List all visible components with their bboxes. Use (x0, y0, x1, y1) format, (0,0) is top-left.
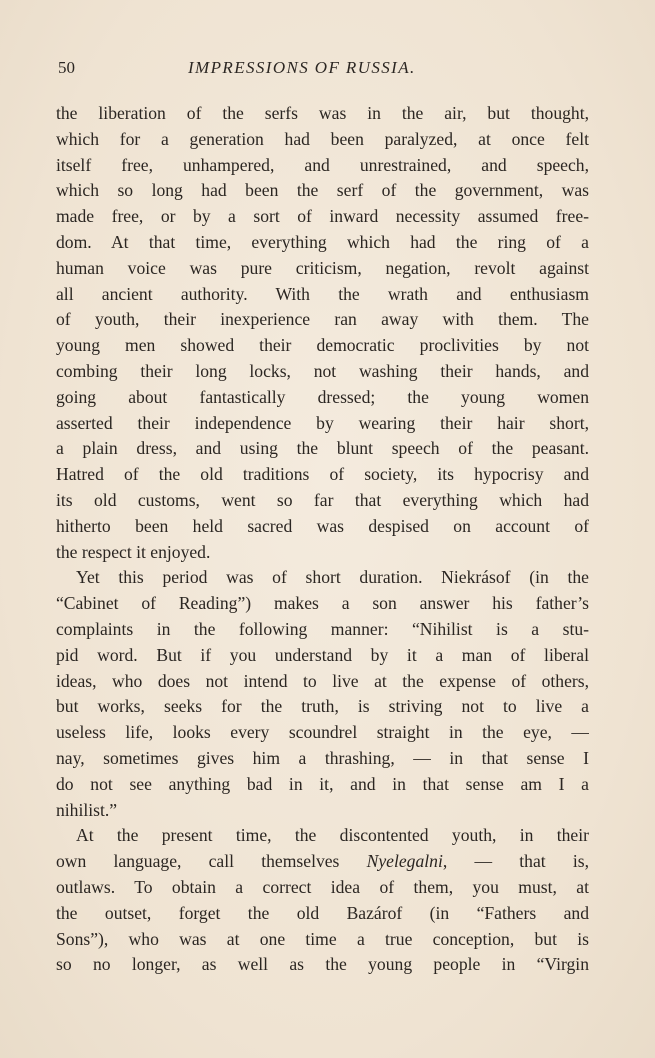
text-line: Sons”), who was at one time a true conception, but is (56, 928, 589, 949)
text-line: At the present time, the discontented youth, in their (76, 825, 589, 846)
text-line: complaints in the following manner: “Nihilist is a stu- (56, 618, 589, 639)
text-line: the outset, forget the old Bazárof (in “Fathers and (56, 902, 589, 923)
text-line: own language, call themselves Nyelegalni, — that is, (56, 851, 589, 872)
text-line: human voice was pure criticism, negation, revolt against (56, 257, 589, 278)
text-line: combing their long locks, not washing their hands, and (56, 360, 589, 381)
text-line: useless life, looks every scoundrel straight in the eye, — (56, 722, 589, 743)
text-line: nihilist.” (56, 799, 118, 820)
text-line: itself free, unhampered, and unrestrained, and speech, (56, 154, 589, 175)
body-text (56, 101, 589, 978)
text-line: asserted their independence by wearing their hair short, (56, 412, 589, 433)
text-line: young men showed their democratic proclivities by not (56, 335, 589, 356)
text-line: do not see anything bad in it, and in that sense am I a (56, 773, 589, 794)
text-line: so no longer, as well as the young people in “Virgin (56, 954, 589, 975)
text-line: hitherto been held sacred was despised on account of (56, 515, 589, 536)
text-line: nay, sometimes gives him a thrashing, — in that sense I (56, 747, 589, 768)
text-line: going about fantastically dressed; the young women (56, 386, 589, 407)
running-head (58, 58, 590, 82)
text-line: all ancient authority. With the wrath and enthusiasm (56, 283, 589, 304)
text-line: the respect it enjoyed. (56, 541, 211, 562)
text-line: but works, seeks for the truth, is striving not to live a (56, 696, 589, 717)
text-line: ideas, who does not intend to live at the expense of others, (56, 670, 589, 691)
text-line: made free, or by a sort of inward necessity assumed free- (56, 206, 589, 227)
running-title: IMPRESSIONS OF RUSSIA. (188, 58, 416, 77)
text-line: of youth, their inexperience ran away with them. The (56, 309, 589, 330)
italic-term: Nyelegalni (366, 851, 443, 872)
text-line: its old customs, went so far that everything which had (56, 489, 589, 510)
page-number: 50 (58, 58, 75, 77)
text-line: dom. At that time, everything which had the ring of a (56, 231, 589, 252)
text-line: Hatred of the old traditions of society, its hypocrisy and (56, 464, 589, 485)
text-line: which for a generation had been paralyzed, at once felt (56, 128, 589, 149)
text-line: the liberation of the serfs was in the air, but thought, (56, 103, 589, 123)
text-line: pid word. But if you understand by it a man of liberal (56, 644, 589, 665)
text-line: “Cabinet of Reading”) makes a son answer his father’s (56, 593, 589, 614)
text-line: a plain dress, and using the blunt speech of the peasant. (56, 438, 589, 459)
text-line: Yet this period was of short duration. Niekrásof (in the (76, 567, 589, 588)
text-line: outlaws. To obtain a correct idea of them, you must, at (56, 876, 589, 897)
text-line: which so long had been the serf of the government, was (56, 180, 589, 201)
